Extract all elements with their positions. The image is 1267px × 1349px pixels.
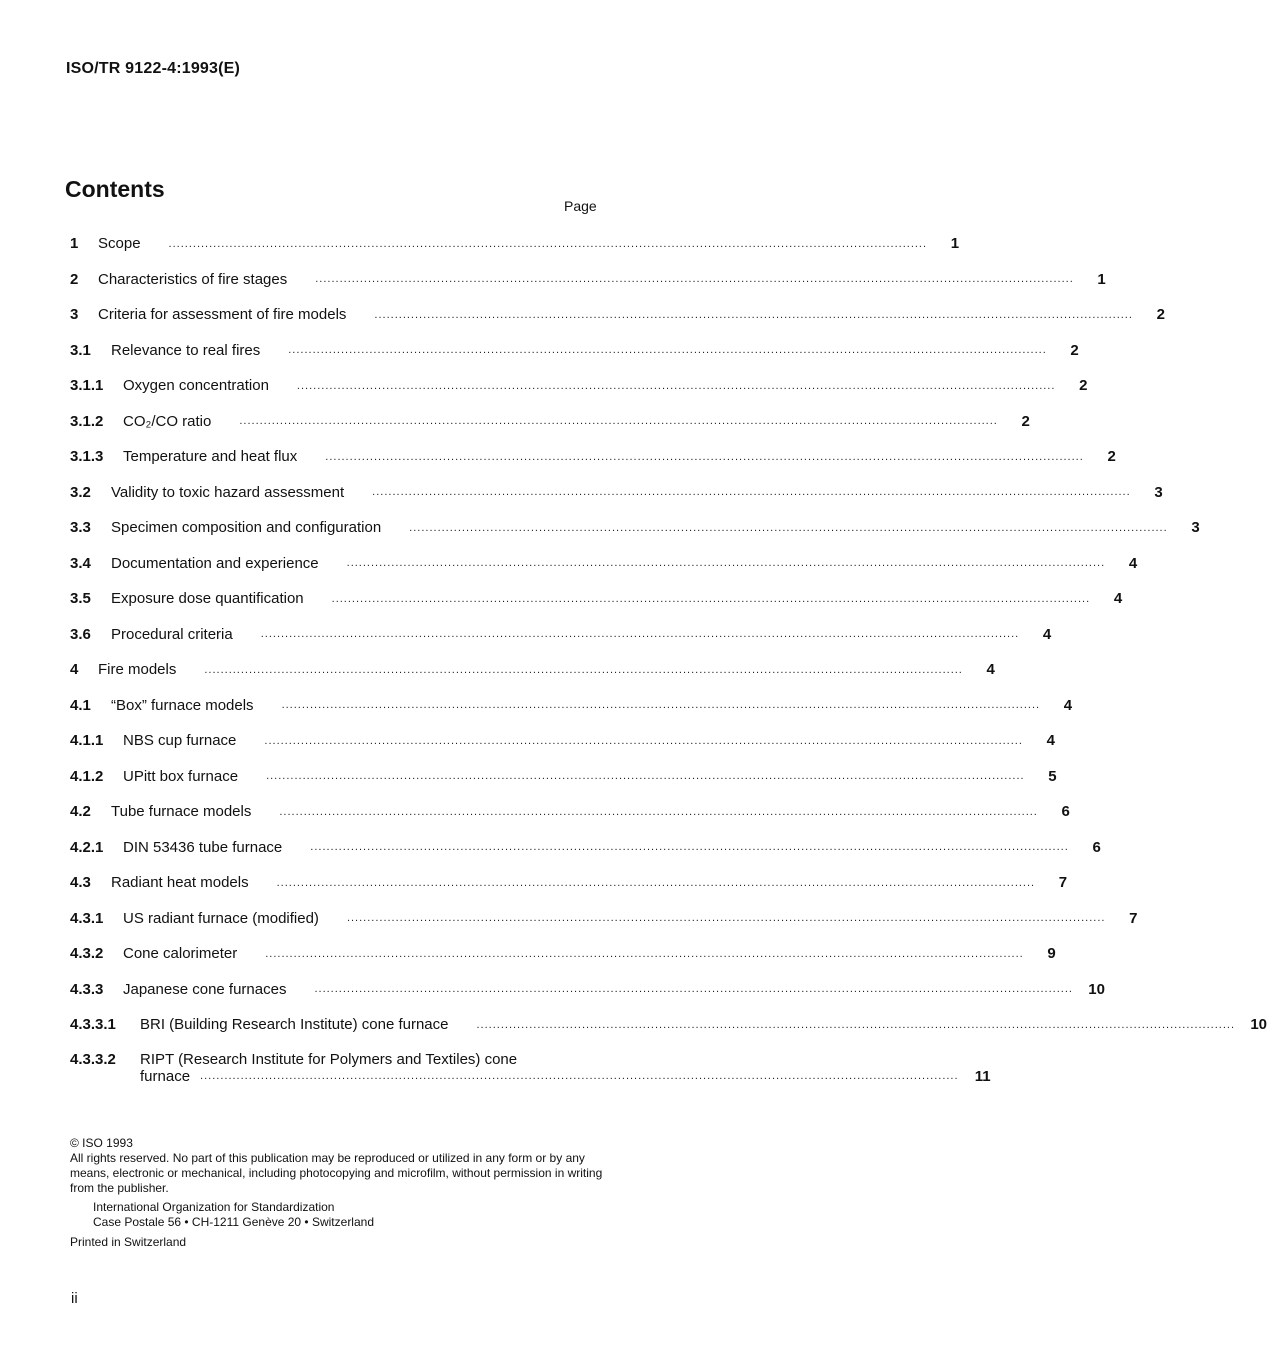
toc-entry[interactable]	[70, 581, 1123, 617]
contents-title: Contents	[65, 176, 165, 202]
toc-entry-page: 2	[1070, 341, 1079, 359]
toc-entry-number: 4.1	[70, 696, 91, 714]
toc-dot-leader	[477, 1018, 1236, 1032]
copyright-line: © ISO 1993	[70, 1136, 133, 1150]
toc-entry-page: 1	[1097, 270, 1106, 288]
toc-entry[interactable]	[70, 439, 1116, 475]
toc-entry[interactable]	[70, 510, 1200, 546]
page-number: ii	[71, 1290, 78, 1307]
toc-entry-page: 4	[1042, 625, 1052, 643]
toc-entry-page: 4	[1128, 554, 1138, 572]
toc-entry[interactable]	[70, 759, 1057, 795]
toc-entry-page: 11	[974, 1067, 991, 1085]
toc-dot-leader	[288, 343, 1047, 357]
copyright-notice	[70, 1136, 610, 1250]
toc-entry-number: 3.1	[70, 341, 91, 359]
toc-entry-number: 3	[70, 306, 79, 324]
toc-dot-leader	[409, 521, 1168, 535]
toc-entry-number: 4.3.3.1	[70, 1016, 116, 1034]
toc-entry-page: 7	[1058, 874, 1068, 892]
toc-entry-page: 4	[1046, 732, 1055, 750]
toc-entry[interactable]	[70, 830, 1101, 866]
toc-entry-page: 10	[1088, 980, 1105, 998]
toc-entry[interactable]	[70, 723, 1055, 759]
toc-list	[70, 226, 1267, 1043]
toc-entry[interactable]	[70, 297, 1165, 333]
toc-entry-page: 9	[1047, 945, 1056, 963]
toc-entry-title: BRI (Building Research Institute) cone furnace	[140, 1016, 449, 1034]
printed-in: Printed in Switzerland	[70, 1235, 187, 1249]
toc-dot-leader	[310, 840, 1069, 854]
toc-entry-number: 4.3.1	[70, 909, 104, 927]
toc-dot-leader	[314, 982, 1073, 996]
toc-entry[interactable]	[70, 688, 1073, 724]
toc-entry-number: 4	[70, 661, 79, 679]
toc-entry-number: 4.2.1	[70, 838, 104, 856]
toc-entry-title: Specimen composition and configuration	[111, 519, 382, 537]
toc-entry-title: Scope	[98, 235, 141, 253]
toc-entry-title: Documentation and experience	[111, 554, 319, 572]
toc-dot-leader	[347, 911, 1106, 925]
toc-entry-title: Radiant heat models	[111, 874, 249, 892]
toc-entry-second-line	[140, 1068, 991, 1085]
toc-entry-page: 6	[1061, 803, 1070, 821]
toc-entry-title: Oxygen concentration	[123, 377, 269, 395]
toc-entry-number: 4.1.2	[70, 767, 104, 785]
toc-dot-leader	[297, 379, 1056, 393]
toc-entry-title: Criteria for assessment of fire models	[98, 306, 347, 324]
toc-entry-number: 1	[70, 235, 79, 253]
toc-entry-page: 3	[1191, 519, 1200, 537]
toc-entry-title: DIN 53436 tube furnace	[123, 838, 283, 856]
toc-entry[interactable]	[70, 1043, 991, 1103]
toc-dot-leader	[265, 947, 1024, 961]
toc-entry-page: 2	[1156, 306, 1165, 324]
toc-entry-title: Exposure dose quantification	[111, 590, 304, 608]
toc-entry[interactable]	[70, 546, 1138, 582]
toc-dot-leader	[261, 627, 1020, 641]
toc-dot-leader	[204, 663, 963, 677]
toc-entry-title: Tube furnace models	[111, 803, 252, 821]
toc-entry-title: US radiant furnace (modified)	[123, 909, 319, 927]
toc-dot-leader	[347, 556, 1106, 570]
toc-entry-title-continued: furnace	[140, 1067, 191, 1085]
toc-entry-page: 4	[986, 661, 995, 679]
toc-dot-leader	[315, 272, 1074, 286]
toc-entry-number: 3.4	[70, 554, 91, 572]
table-of-contents	[70, 226, 1267, 1103]
toc-entry-page: 2	[1079, 377, 1088, 395]
toc-entry-page: 2	[1021, 412, 1030, 430]
toc-entry-number: 4.3.3	[70, 980, 104, 998]
toc-dot-leader	[239, 414, 998, 428]
toc-entry-page: 4	[1113, 590, 1123, 608]
organization-address: Case Postale 56 • CH-1211 Genève 20 • Switzerland	[93, 1215, 374, 1229]
toc-dot-leader	[200, 1069, 959, 1083]
toc-entry-page: 4	[1063, 696, 1073, 714]
toc-dot-leader	[282, 698, 1041, 712]
toc-entry-number: 2	[70, 270, 79, 288]
toc-entry-title-block	[140, 1051, 991, 1085]
toc-entry-title: Cone calorimeter	[123, 945, 238, 963]
toc-entry[interactable]	[70, 262, 1106, 298]
toc-entry-page: 7	[1129, 909, 1138, 927]
toc-dot-leader	[325, 450, 1084, 464]
organization-name: International Organization for Standardization	[93, 1200, 335, 1214]
toc-dot-leader	[266, 769, 1025, 783]
toc-entry[interactable]	[70, 333, 1079, 369]
toc-entry-page: 2	[1107, 448, 1116, 466]
toc-entry-number: 4.3.3.2	[70, 1050, 116, 1068]
toc-entry[interactable]	[70, 794, 1070, 830]
toc-entry-number: 4.3.2	[70, 945, 104, 963]
toc-entry[interactable]	[70, 936, 1056, 972]
toc-entry[interactable]	[70, 972, 1105, 1008]
toc-entry-number: 4.1.1	[70, 732, 104, 750]
toc-entry-title: Procedural criteria	[111, 625, 233, 643]
toc-entry-page: 6	[1092, 838, 1101, 856]
toc-entry[interactable]	[70, 1007, 1267, 1043]
toc-dot-leader	[169, 237, 928, 251]
toc-entry-page: 5	[1048, 767, 1057, 785]
toc-entry-title: RIPT (Research Institute for Polymers and Textiles) cone	[140, 1050, 518, 1068]
document-id: ISO/TR 9122-4:1993(E)	[66, 60, 241, 77]
toc-dot-leader	[277, 876, 1036, 890]
toc-entry-title: NBS cup furnace	[123, 732, 237, 750]
toc-entry-number: 3.1.2	[70, 412, 104, 430]
toc-entry-title: CO₂/CO ratio	[123, 412, 212, 430]
toc-entry[interactable]	[70, 617, 1052, 653]
toc-entry-title: Validity to toxic hazard assessment	[111, 483, 345, 501]
toc-entry[interactable]	[70, 901, 1138, 937]
toc-entry-title: Relevance to real fires	[111, 341, 261, 359]
toc-entry-number: 3.1.3	[70, 448, 104, 466]
toc-entry-number: 3.6	[70, 625, 91, 643]
toc-entry-page: 1	[950, 235, 960, 253]
toc-dot-leader	[332, 592, 1091, 606]
toc-entry-number: 3.5	[70, 590, 91, 608]
toc-entry-number: 3.2	[70, 483, 91, 501]
toc-entry[interactable]	[70, 404, 1030, 440]
toc-entry-title: Temperature and heat flux	[123, 448, 298, 466]
toc-dot-leader	[372, 485, 1131, 499]
toc-entry-page: 3	[1154, 483, 1163, 501]
toc-dot-leader	[374, 308, 1133, 322]
toc-entry[interactable]	[70, 368, 1088, 404]
toc-entry-number: 4.3	[70, 874, 91, 892]
toc-entry-number: 3.1.1	[70, 377, 104, 395]
toc-entry[interactable]	[70, 865, 1068, 901]
toc-entry-number: 3.3	[70, 519, 91, 537]
toc-entry-title: “Box” furnace models	[111, 696, 254, 714]
toc-entry-title: Fire models	[98, 661, 177, 679]
page-column-heading: Page	[564, 198, 597, 214]
toc-entry-title: Characteristics of fire stages	[98, 270, 288, 288]
rights-statement: All rights reserved. No part of this publication may be reproduced or utilized in any form or by any means, electronic or mechanical, including photocopying and microfilm, without permission in writing from the publisher.	[70, 1151, 603, 1195]
toc-entry[interactable]	[70, 652, 995, 688]
toc-entry-page: 10	[1250, 1016, 1267, 1034]
toc-entry-title: Japanese cone furnaces	[123, 980, 287, 998]
toc-entry[interactable]	[70, 475, 1163, 511]
toc-dot-leader	[264, 734, 1023, 748]
toc-dot-leader	[279, 805, 1038, 819]
toc-entry-number: 4.2	[70, 803, 91, 821]
toc-entry-title: UPitt box furnace	[123, 767, 239, 785]
toc-entry[interactable]	[70, 226, 960, 262]
